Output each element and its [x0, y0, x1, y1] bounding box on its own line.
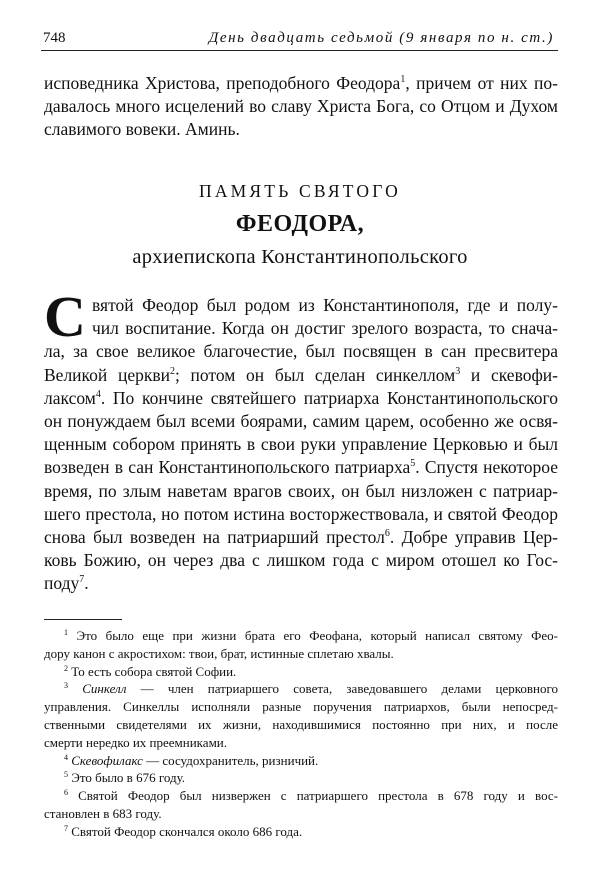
footnote-ref: 6	[384, 528, 390, 540]
text-line: ла, за свое великое благочестие, был посвящен в сан пресвитера	[44, 341, 558, 362]
text-line: давалось много исцелений во славу Христа Бога, со Отцом и Духом	[44, 96, 558, 117]
text-line: исповедника Христова, преподобного Феодора$^1$, причем от них по-	[44, 73, 558, 93]
text-line: шего престола, но потом истина восторжествовала, и святой Феодор	[44, 503, 558, 524]
text-line: славимого вовеки. Аминь.	[44, 119, 240, 140]
footnote-separator	[44, 619, 122, 620]
text-line: щенным собором принять в свои руки управление Церковью и был	[44, 434, 558, 455]
footnote-ref: 5	[410, 458, 416, 470]
footnote-3-cont: ственными свидетелями их жизни, находившимися постоянно при них, и после	[44, 716, 558, 732]
footnotes	[44, 627, 558, 841]
continuation-paragraph	[44, 72, 558, 142]
footnote-ref: 4	[95, 388, 101, 400]
drop-cap: С	[44, 284, 86, 349]
saint-name-heading: ФЕОДОРА,	[235, 211, 365, 237]
footnote-3: $^3$ Синкелл — член патриаршего совета, заведовавшего делами церковного	[64, 681, 558, 697]
running-header	[41, 28, 558, 51]
footnote-ref: 3	[455, 365, 461, 377]
page-number: 748	[43, 30, 66, 46]
footnote-7: $^7$ Святой Феодор скончался около 686 года.	[64, 823, 303, 839]
text-line: чил воспитание. Когда он достиг зрелого возраста, то снача-	[92, 318, 558, 339]
footnote-1: $^1$ Это было еще при жизни брата его Феофана, который написал святому Фео-	[64, 628, 559, 643]
text-line: вятой Феодор был родом из Константинополя, где и полу-	[92, 295, 558, 315]
footnote-6: $^6$ Святой Феодор был низвержен с патриаршего престола в 678 году и вос-	[64, 788, 558, 804]
footnote-3-cont: смерти нередко их преемниками.	[44, 734, 227, 750]
footnote-5: $^5$ Это было в 676 году.	[64, 770, 186, 786]
saint-title-subheading: архиепископа Константинопольского	[132, 246, 468, 268]
text-line: он понуждаем был всеми боярами, самим царем, особенно же освя-	[44, 411, 558, 431]
footnote-4: $^4$ Скевофилакс — сосудохранитель, ризничий.	[64, 752, 319, 768]
article-paragraph	[44, 340, 558, 595]
text-line: поду$^7$.	[44, 573, 89, 594]
section-kicker: ПАМЯТЬ СВЯТОГО	[199, 181, 401, 201]
text-line: возведен в сан Константинопольского патриарха$^5$. Спустя некоторое	[44, 457, 559, 478]
footnote-6-cont: становлен в 683 году.	[44, 805, 162, 821]
footnote-ref: 2	[169, 365, 175, 377]
article-lead-lines	[92, 294, 558, 340]
text-line: Великой церкви$^2$; потом он был сделан синкеллом$^3$ и скевофи-	[44, 364, 558, 385]
footnote-ref: 7	[79, 574, 85, 586]
text-line: лаксом$^4$. По кончине святейшего патриарха Константинопольского	[44, 387, 558, 408]
footnote-ref: 1	[400, 74, 406, 85]
text-line: снова был возведен на патриарший престол$^6$. Добре управив Цер-	[44, 527, 558, 548]
running-title: День двадцать седьмой (9 января по н. ст.)	[208, 30, 554, 46]
footnote-1-cont: дору канон с акростихом: твои, брат, истинные сплетаю хвалы.	[44, 645, 394, 661]
footnote-3-cont: управления. Синкеллы исполняли разные поручения патриархов, были непосред-	[44, 699, 558, 715]
text-line: ковь Божию, он через два с лишком года с миром отошел ко Гос-	[44, 550, 558, 571]
text-line: время, по злым наветам врагов своих, он был низложен с патриар-	[44, 480, 558, 501]
footnote-2: $^2$ То есть собора святой Софии.	[64, 663, 237, 679]
